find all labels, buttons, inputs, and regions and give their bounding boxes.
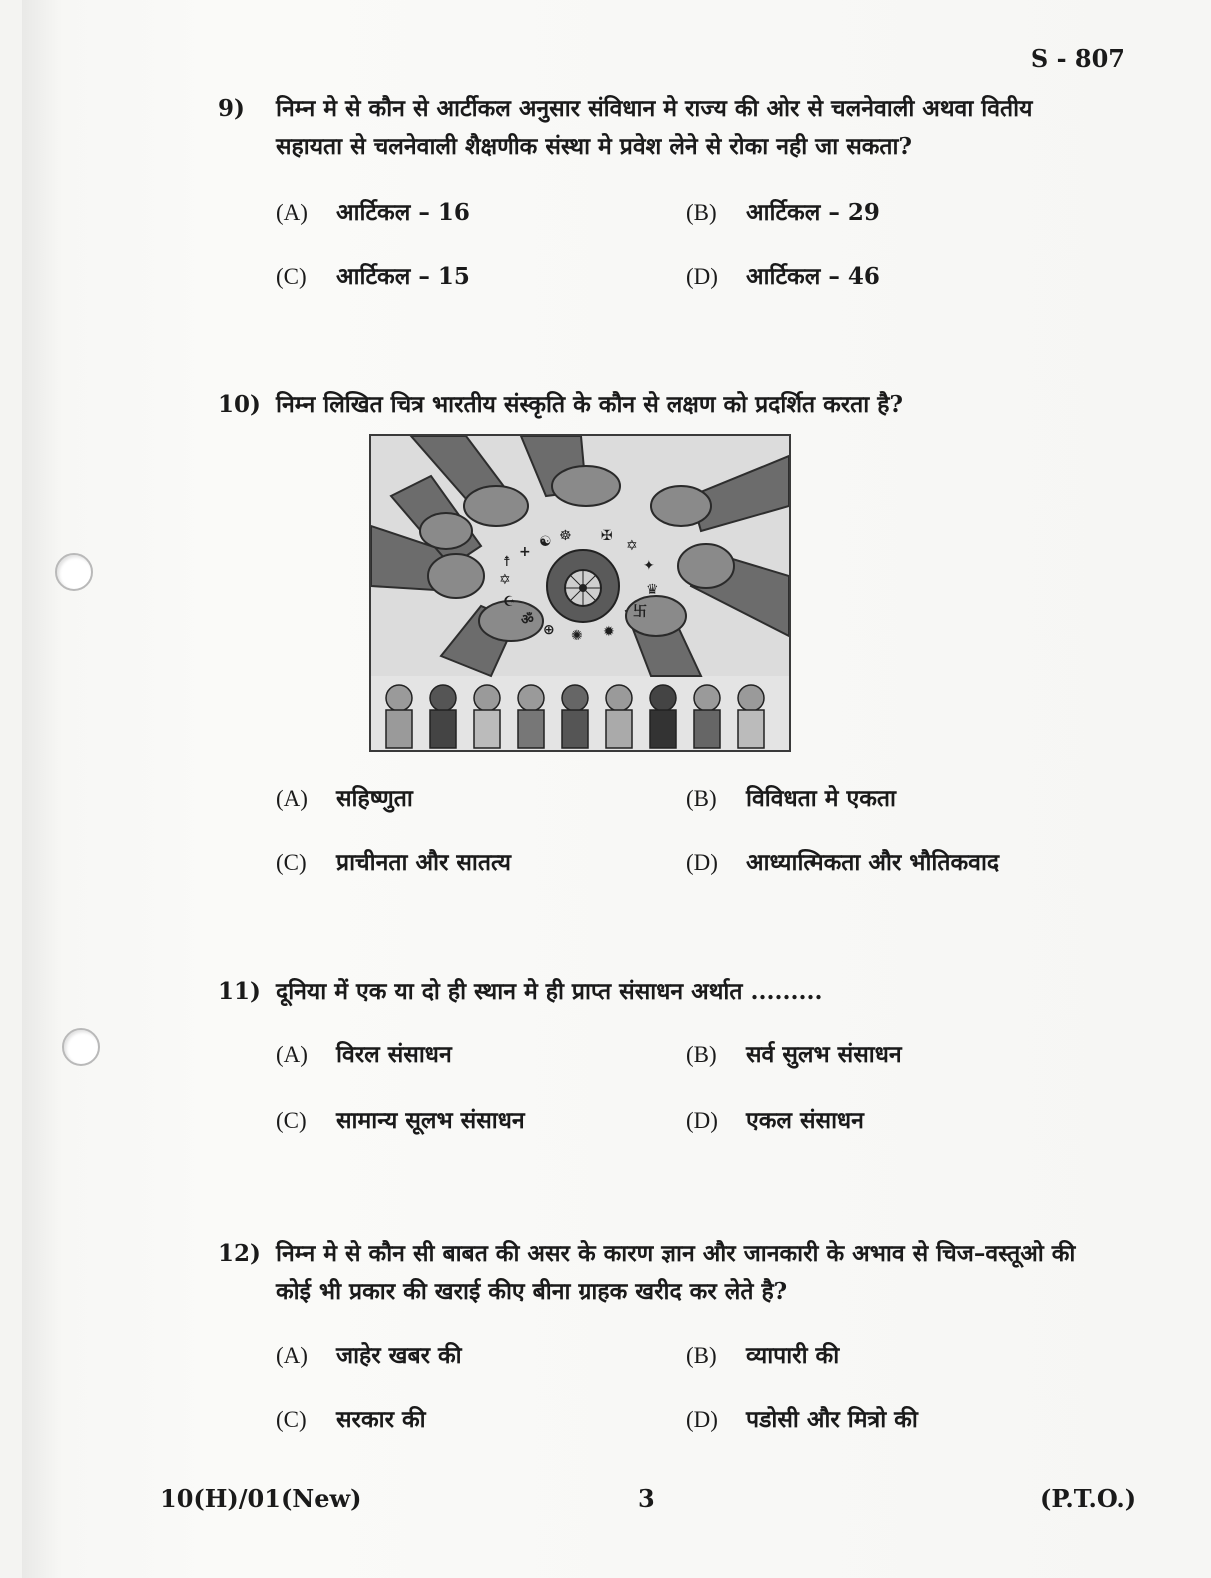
- svg-text:☪: ☪: [503, 594, 516, 610]
- option-label: (D): [686, 1108, 718, 1133]
- option-12a: [276, 1341, 462, 1371]
- option-label: (D): [686, 850, 718, 875]
- page-number: 3: [638, 1484, 655, 1513]
- option-label: (A): [276, 786, 308, 811]
- option-text: सर्व सुलभ संसाधन: [746, 1041, 902, 1068]
- punch-hole-top: [55, 553, 93, 591]
- option-11d: [686, 1106, 864, 1136]
- option-label: (D): [686, 264, 718, 289]
- question-text: [276, 386, 1096, 424]
- option-label: (C): [276, 1407, 307, 1432]
- option-text: सहिष्णुता: [336, 785, 413, 812]
- question-number: 10): [218, 391, 261, 418]
- illustration-svg: [371, 436, 789, 750]
- option-10d: [686, 848, 999, 878]
- svg-text:✠: ✠: [601, 528, 613, 544]
- svg-text:+: +: [519, 544, 531, 560]
- question-line: निम्न मे से कौन सी बाबत की असर के कारण ज्ञान और जानकारी के अभाव से चिज–वस्तूओ की: [276, 1240, 1076, 1267]
- option-11c: [276, 1106, 525, 1136]
- option-text: आर्टिकल – 46: [746, 263, 880, 290]
- footer-paper-code: 10(H)/01(New): [160, 1484, 362, 1513]
- option-10b: [686, 784, 896, 814]
- option-label: (A): [276, 1343, 308, 1368]
- unity-in-diversity-illustration: [369, 434, 791, 752]
- option-12d: [686, 1405, 918, 1435]
- question-number: 9): [218, 95, 245, 122]
- option-text: सरकार की: [336, 1406, 426, 1433]
- option-11a: [276, 1040, 452, 1070]
- svg-text:⊕: ⊕: [543, 622, 555, 638]
- option-label: (A): [276, 1042, 308, 1067]
- svg-text:✦: ✦: [643, 558, 655, 574]
- option-11b: [686, 1040, 902, 1070]
- svg-text:☸: ☸: [559, 528, 572, 544]
- svg-text:✹: ✹: [603, 624, 615, 640]
- svg-text:ॐ: ॐ: [521, 612, 534, 628]
- question-number: 11): [218, 978, 261, 1005]
- option-text: विरल संसाधन: [336, 1041, 452, 1068]
- option-label: (B): [686, 200, 717, 225]
- svg-text:☯: ☯: [539, 534, 552, 550]
- option-9d: [686, 262, 880, 292]
- option-text: आध्यात्मिकता और भौतिकवाद: [746, 849, 1000, 876]
- exam-page: [22, 0, 1211, 1578]
- svg-text:卐: 卐: [633, 604, 647, 620]
- option-text: आर्टिकल – 15: [336, 263, 470, 290]
- option-text: जाहेर खबर की: [336, 1342, 462, 1369]
- option-label: (D): [686, 1407, 718, 1432]
- svg-text:✡: ✡: [626, 538, 638, 554]
- svg-text:☨: ☨: [503, 554, 511, 570]
- pto-note: (P.T.O.): [1040, 1484, 1137, 1513]
- svg-text:♛: ♛: [646, 582, 659, 598]
- option-9a: [276, 198, 470, 228]
- option-12b: [686, 1341, 839, 1371]
- option-9c: [276, 262, 470, 292]
- option-label: (B): [686, 1343, 717, 1368]
- option-text: पडोसी और मित्रो की: [746, 1406, 918, 1433]
- svg-text:✺: ✺: [571, 628, 583, 644]
- option-10a: [276, 784, 413, 814]
- option-10c: [276, 848, 511, 878]
- option-label: (B): [686, 1042, 717, 1067]
- punch-hole-bottom: [62, 1028, 100, 1066]
- option-text: आर्टिकल – 29: [746, 199, 880, 226]
- question-line: निम्न लिखित चित्र भारतीय संस्कृति के कौन से लक्षण को प्रदर्शित करता है?: [276, 391, 903, 418]
- option-label: (B): [686, 786, 717, 811]
- question-line: निम्न मे से कौन से आर्टीकल अनुसार संविधान मे राज्य की ओर से चलनेवाली अथवा वितीय: [276, 95, 1033, 122]
- question-text: [276, 1235, 1096, 1311]
- question-line: सहायता से चलनेवाली शैक्षणीक संस्था मे प्रवेश लेने से रोका नही जा सकता?: [276, 133, 912, 160]
- option-text: व्यापारी की: [746, 1342, 840, 1369]
- option-text: विविधता मे एकता: [746, 785, 896, 812]
- question-line: कोई भी प्रकार की खराई कीए बीना ग्राहक खरीद कर लेते है?: [276, 1278, 788, 1305]
- option-label: (C): [276, 850, 307, 875]
- option-text: प्राचीनता और सातत्य: [336, 849, 512, 876]
- svg-text:✡: ✡: [499, 572, 511, 588]
- option-label: (C): [276, 1108, 307, 1133]
- question-line: दूनिया में एक या दो ही स्थान मे ही प्राप्त संसाधन अर्थात .........: [276, 978, 823, 1005]
- question-text: [276, 973, 1096, 1011]
- question-number: 12): [218, 1240, 261, 1267]
- option-text: आर्टिकल – 16: [336, 199, 470, 226]
- option-label: (A): [276, 200, 308, 225]
- question-text: [276, 90, 1096, 166]
- option-text: एकल संसाधन: [746, 1107, 864, 1134]
- option-12c: [276, 1405, 426, 1435]
- paper-code: S - 807: [1030, 44, 1125, 73]
- option-9b: [686, 198, 880, 228]
- option-label: (C): [276, 264, 307, 289]
- option-text: सामान्य सूलभ संसाधन: [336, 1107, 525, 1134]
